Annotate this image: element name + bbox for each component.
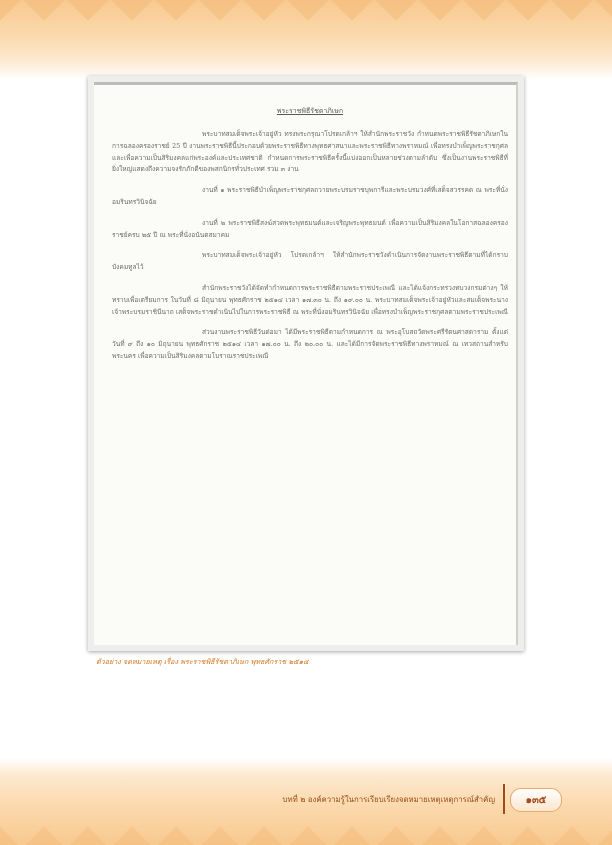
document-paragraph: งานที่ ๒ พระราชพิธีสงฆ์สวดพระพุทธมนต์และเจริญพระพุทธมนต์ เพื่อความเป็นสิริมงคลในโอกาสฉลองครองราชย์ครบ ๒๕ ปี ณ พระที่นั่งอนันตสมาคม [112,218,508,239]
page-number: ๑๓๕ [525,794,547,806]
document-title: พระราชพิธีรัชดาภิเษก [276,107,344,115]
document-paragraph: สำนักพระราชวังได้จัดทำกำหนดการพระราชพิธีตามพระราชประเพณี และได้แจ้งกระทรวงทบวงกรมต่างๆ ให้ทราบเพื่อเตรียมการ ในวันที่ ๘ มิถุนายน พุทธศักราช ๒๕๑๔ เวลา ๑๗.๓๐ น. ถึง ๑๙.๐๐ น. พระบาทสมเด็จพระเจ้าอยู่หัวและสมเด็จพระนางเจ้าพระบรมราชินีนาถ เสด็จพระราชดำเนินไปในการพระราชพิธี ณ พระที่นั่งอมรินทรวินิจฉัย เพื่อทรงบำเพ็ญพระราชกุศลตามพระราชประเพณี [112,283,508,316]
document-paper [94,82,518,645]
chapter-footer-title: บทที่ ๒ องค์ความรู้ในการเรียบเรียงจดหมายเหตุเหตุการณ์สำคัญ [282,795,495,804]
document-paragraph: พระบาทสมเด็จพระเจ้าอยู่หัว ทรงพระกรุณาโปรดเกล้าฯ ให้สำนักพระราชวัง กำหนดพระราชพิธีรัชดาภิเษกในการฉลองครองราชย์ 25 ปี งานพระราชพิธีนี้ประกอบด้วยพระราชพิธีทางพุทธศาสนาและพระราชพิธีทางพราหมณ์ เพื่อทรงบำเพ็ญพระราชกุศลและเพื่อความเป็นสิริมงคลแก่พระองค์และประเทศชาติ กำหนดการพระราชพิธีครั้งนี้แบ่งออกเป็นหลายช่วงตามลำดับ ซึ่งเป็นงานพระราชพิธีที่ยิ่งใหญ่แสดงถึงความจงรักภักดีของพสกนิกรทั่วประเทศ รวม ๓ งาน [112,130,508,174]
document-paragraph: ส่วนงานพระราชพิธีวันต่อมา ได้มีพระราชพิธีตามกำหนดการ ณ พระอุโบสถวัดพระศรีรัตนศาสดาราม ตั้งแต่วันที่ ๙ ถึง ๑๐ มิถุนายน พุทธศักราช ๒๕๑๔ เวลา ๑๗.๐๐ น. ถึง ๒๐.๐๐ น. และได้มีการจัดพระราชพิธีทางพราหมณ์ ณ เทวสถานสำหรับพระนคร เพื่อความเป็นสิริมงคลตามโบราณราชประเพณี [112,328,508,360]
bottom-diamond-pattern [0,815,612,845]
archival-document-scan [88,76,524,651]
top-diamond-pattern [0,0,612,40]
page-number-badge [510,788,562,812]
figure-caption: ตัวอย่าง จดหมายเหตุ เรื่อง พระราชพิธีรัชดาภิเษก พุทธศักราช ๒๕๑๔ [96,657,309,666]
document-body [112,95,508,647]
document-paragraph: งานที่ ๑ พระราชพิธีบำเพ็ญพระราชกุศลถวายพระบรมราชบุพการีและพระบรมวงศ์ที่เสด็จสวรรคต ณ พระที่นั่งอมรินทรวินิจฉัย [112,186,508,206]
top-decorative-band [0,0,612,80]
document-paragraph: พระบาทสมเด็จพระเจ้าอยู่หัว โปรดเกล้าฯ ให้สำนักพระราชวังดำเนินการจัดงานพระราชพิธีตามที่ได้กราบบังคมทูลไว้ [112,251,508,272]
footer-divider [503,784,505,814]
